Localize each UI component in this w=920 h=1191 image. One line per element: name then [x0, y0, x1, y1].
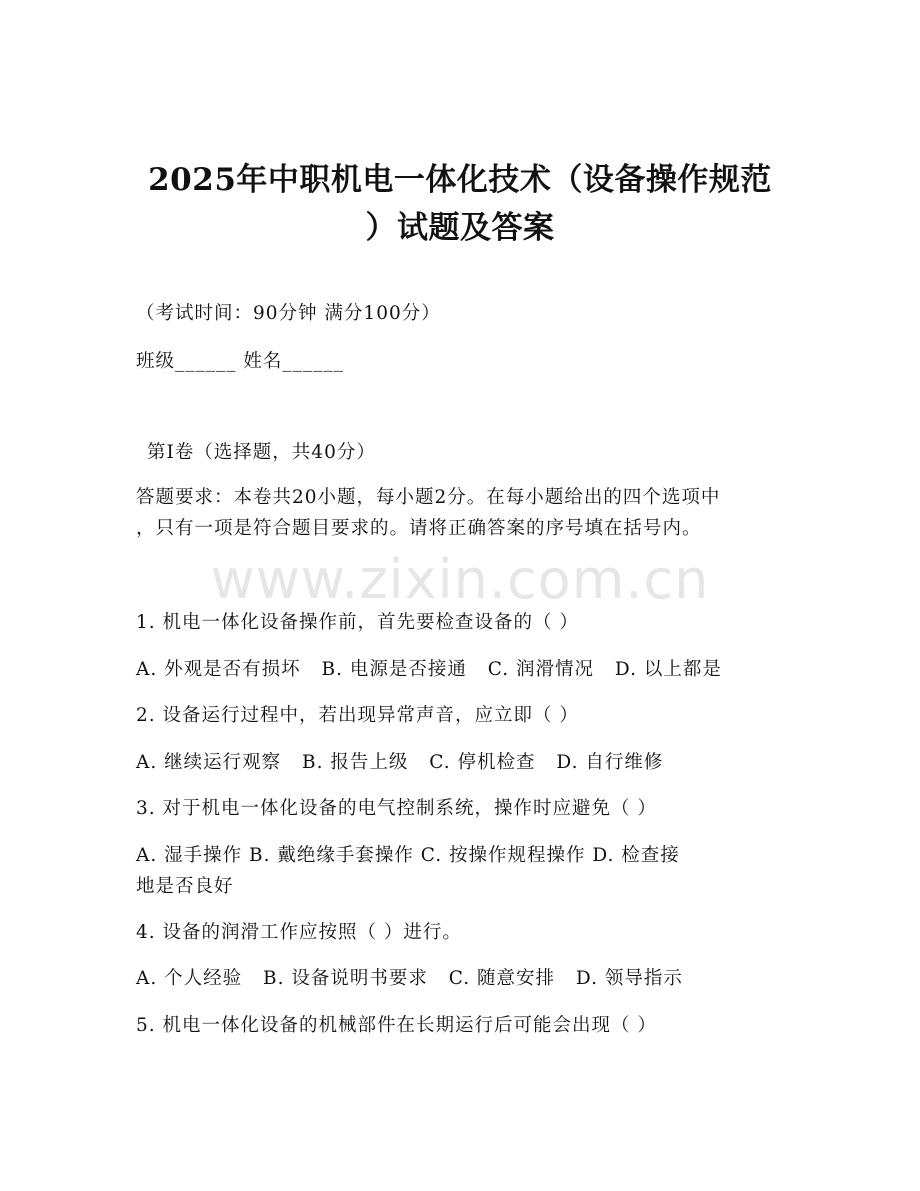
question-3: 3. 对于机电一体化设备的电气控制系统，操作时应避免（ ） [136, 798, 657, 819]
question-3-options-line-2: 地是否良好 [136, 876, 234, 897]
question-4-options [136, 966, 697, 992]
document-title-line-2: ）试题及答案 [365, 210, 555, 246]
question-3-options-line-1: A. 湿手操作 B. 戴绝缘手套操作 C. 按操作规程操作 D. 检查接 [136, 845, 680, 866]
question-4: 4. 设备的润滑工作应按照（ ）进行。 [136, 922, 462, 943]
question-4-option-b: B. 设备说明书要求 [263, 968, 428, 989]
class-name-fields: 班级______ 姓名______ [136, 351, 344, 372]
question-5: 5. 机电一体化设备的机械部件在长期运行后可能会出现（ ） [136, 1015, 657, 1036]
question-4-option-c: C. 随意安排 [448, 968, 556, 989]
question-4-option-d: D. 领导指示 [575, 968, 683, 989]
requirements-line-1: 答题要求：本卷共20小题，每小题2分。在每小题给出的四个选项中 [136, 487, 721, 508]
document-title-line-1: 2025年中职机电一体化技术（设备操作规范 [148, 162, 772, 198]
question-1-option-d: D. 以上都是 [614, 659, 722, 680]
requirements-line-2: ，只有一项是符合题目要求的。请将正确答案的序号填在括号内。 [136, 518, 702, 539]
section-title: 第Ⅰ卷（选择题，共40分） [147, 442, 376, 463]
question-2-option-b: B. 报告上级 [302, 752, 409, 773]
question-1: 1. 机电一体化设备操作前，首先要检查设备的（ ） [136, 612, 579, 633]
question-1-option-c: C. 润滑情况 [487, 659, 595, 680]
exam-info: （考试时间：90分钟 满分100分） [136, 303, 441, 324]
watermark-text: www.zixin.com.cn [210, 548, 710, 611]
question-2-option-d: D. 自行维修 [556, 752, 664, 773]
question-1-option-a: A. 外观是否有损坏 [136, 659, 301, 680]
question-1-options [136, 657, 736, 683]
question-1-option-b: B. 电源是否接通 [321, 659, 467, 680]
question-2-options [136, 750, 677, 776]
question-2: 2. 设备运行过程中，若出现异常声音，应立即（ ） [136, 705, 579, 726]
question-2-option-a: A. 继续运行观察 [136, 752, 282, 773]
question-4-option-a: A. 个人经验 [136, 968, 243, 989]
question-2-option-c: C. 停机检查 [429, 752, 536, 773]
